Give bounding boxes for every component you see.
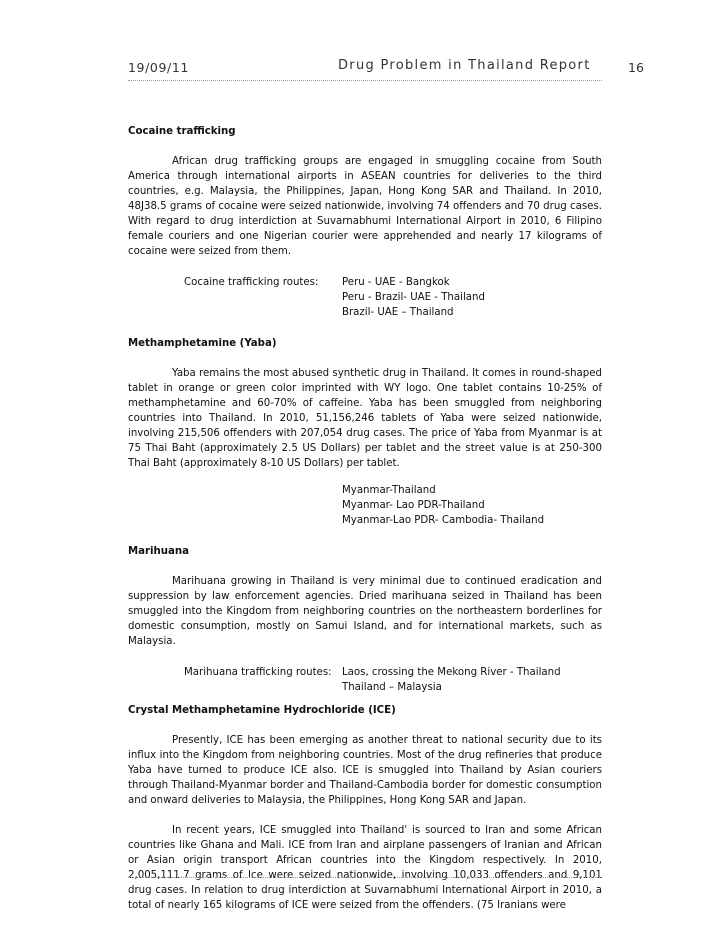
route-item: Peru - UAE - Bangkok xyxy=(342,277,450,288)
page-header xyxy=(128,58,642,76)
marihuana-routes xyxy=(128,665,602,695)
footer-rule xyxy=(128,877,602,878)
route-item: Peru - Brazil- UAE - Thailand xyxy=(342,292,485,303)
route-item: Brazil- UAE – Thailand xyxy=(342,307,454,318)
cocaine-routes-label: Cocaine trafficking routes: xyxy=(184,277,319,288)
header-rule xyxy=(128,80,602,81)
cocaine-routes xyxy=(128,275,602,320)
ice-paragraph-2: In recent years, ICE smuggled into Thailand' is sourced to Iran and some African countries like Ghana and Mali. ICE from Iran and airplane passengers of Iranian and African or Asian origin transport African countries into the Kingdom respectively. In 2010, 2,005,111.7 grams of Ice were seized nationwide, involving 10,033 offenders and 9,101 drug cases. In relation to drug interdiction at Suvarnabhumi International Airport in 2010, a total of nearly 165 kilograms of ICE were seized from the offenders. (75 Iranians were xyxy=(128,825,602,911)
heading-yaba: Methamphetamine (Yaba) xyxy=(128,338,277,349)
route-item: Myanmar- Lao PDR-Thailand xyxy=(342,500,485,511)
header-date: 19/09/11 xyxy=(128,60,189,75)
marihuana-routes-label: Marihuana trafficking routes: xyxy=(184,667,332,678)
route-item: Myanmar-Thailand xyxy=(342,485,436,496)
marihuana-paragraph: Marihuana growing in Thailand is very minimal due to continued eradication and suppression by law enforcement agencies. Dried marihuana seized in Thailand has been smuggled into the Kingdom from neighboring countries on the northeastern borderlines for domestic consumption, mostly on Samui Island, and for international markets, such as Malaysia. xyxy=(128,576,602,647)
yaba-routes-list xyxy=(342,483,544,528)
yaba-paragraph: Yaba remains the most abused synthetic drug in Thailand. It comes in round-shaped tablet in orange or green color imprinted with WY logo. One tablet contains 10-25% of methamphetamine and 60-70% of caffeine. Yaba has been smuggled from neighboring countries into Thailand. In 2010, 51,156,246 tablets of Yaba were seized nationwide, involving 215,506 offenders with 207,054 drug cases. The price of Yaba from Myanmar is at 75 Thai Baht (approximately 2.5 US Dollars) per tablet and the street value is at 250-300 Thai Baht (approximately 8-10 US Dollars) per tablet. xyxy=(128,368,602,469)
route-item: Laos, crossing the Mekong River - Thailand xyxy=(342,667,561,678)
report-content xyxy=(128,124,602,913)
marihuana-routes-list xyxy=(342,665,561,695)
route-item: Thailand – Malaysia xyxy=(342,682,442,693)
route-item: Myanmar-Lao PDR- Cambodia- Thailand xyxy=(342,515,545,526)
cocaine-paragraph: African drug trafficking groups are engaged in smuggling cocaine from South America through international airports in ASEAN countries for deliveries to the third countries, e.g. Malaysia, the Philippines, Japan, Hong Kong SAR and Thailand. In 2010, 48J38.5 grams of cocaine were seized nationwide, involving 74 offenders and 70 drug cases. With regard to drug interdiction at Suvarnabhumi International Airport in 2010, 6 Filipino female couriers and one Nigerian courier were apprehended and nearly 17 kilograms of cocaine were seized from them. xyxy=(128,156,602,257)
heading-marihuana: Marihuana xyxy=(128,546,190,557)
heading-ice: Crystal Methamphetamine Hydrochloride (ICE) xyxy=(128,705,396,716)
ice-paragraph-1: Presently, ICE has been emerging as another threat to national security due to its influx into the Kingdom from neighboring countries. Most of the drug refineries that produce Yaba have turned to produce ICE also. ICE is smuggled into Thailand by Asian couriers through Thailand-Myanmar border and Thailand-Cambodia border for domestic consumption and onward deliveries to Malaysia, the Philippines, Hong Kong SAR and Japan. xyxy=(128,735,602,806)
page-number: 16 xyxy=(628,60,644,75)
heading-cocaine: Cocaine trafficking xyxy=(128,126,236,137)
cocaine-routes-list xyxy=(342,275,485,320)
header-title: Drug Problem in Thailand Report xyxy=(338,58,591,73)
yaba-routes xyxy=(128,483,602,528)
